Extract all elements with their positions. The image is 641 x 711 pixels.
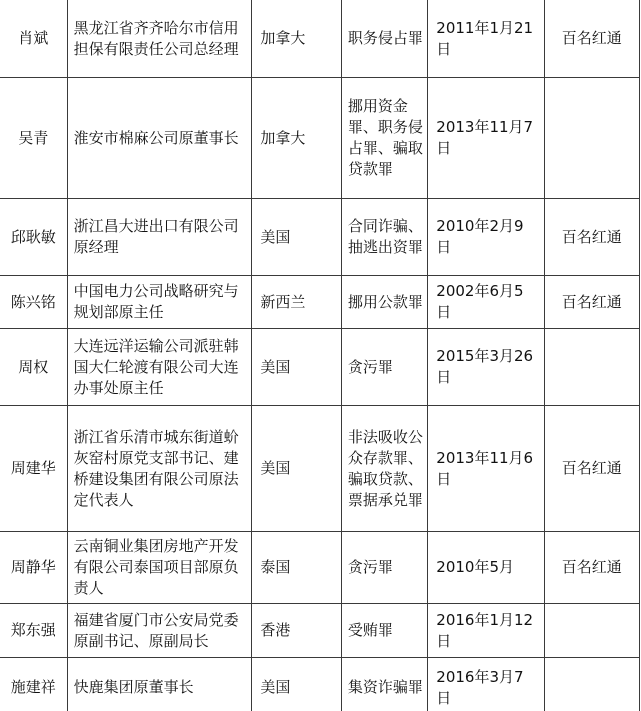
cell-name: 施建祥 <box>0 658 67 711</box>
cell-date: 2013年11月7日 <box>428 78 544 199</box>
cell-position: 淮安市棉麻公司原董事长 <box>67 78 252 199</box>
cell-destination: 加拿大 <box>252 0 342 78</box>
cell-note: 百名红通 <box>544 0 639 78</box>
cell-position: 中国电力公司战略研究与规划部原主任 <box>67 276 252 329</box>
cell-name: 邱耿敏 <box>0 199 67 276</box>
cell-name: 吴青 <box>0 78 67 199</box>
cell-destination: 美国 <box>252 658 342 711</box>
cell-charge: 集资诈骗罪 <box>341 658 427 711</box>
cell-date: 2016年3月7日 <box>428 658 544 711</box>
cell-date: 2011年1月21日 <box>428 0 544 78</box>
table-row <box>0 199 640 276</box>
cell-note: 百名红通 <box>544 532 639 604</box>
cell-note: 百名红通 <box>544 276 639 329</box>
cell-name: 周建华 <box>0 406 67 532</box>
cell-charge: 职务侵占罪 <box>341 0 427 78</box>
cell-name: 肖斌 <box>0 0 67 78</box>
cell-note <box>544 604 639 658</box>
cell-note <box>544 329 639 406</box>
cell-destination: 美国 <box>252 329 342 406</box>
cell-charge: 非法吸收公众存款罪、骗取贷款、票据承兑罪 <box>341 406 427 532</box>
cell-position: 云南铜业集团房地产开发有限公司泰国项目部原负责人 <box>67 532 252 604</box>
table-row <box>0 329 640 406</box>
cell-charge: 贪污罪 <box>341 329 427 406</box>
table-row <box>0 276 640 329</box>
cell-destination: 加拿大 <box>252 78 342 199</box>
cell-date: 2016年1月12日 <box>428 604 544 658</box>
cell-date: 2010年5月 <box>428 532 544 604</box>
cell-note <box>544 658 639 711</box>
cell-position: 快鹿集团原董事长 <box>67 658 252 711</box>
cell-position: 福建省厦门市公安局党委原副书记、原副局长 <box>67 604 252 658</box>
cell-date: 2002年6月5日 <box>428 276 544 329</box>
cell-charge: 贪污罪 <box>341 532 427 604</box>
cell-note <box>544 78 639 199</box>
cell-position: 黑龙江省齐齐哈尔市信用担保有限责任公司总经理 <box>67 0 252 78</box>
cell-destination: 香港 <box>252 604 342 658</box>
cell-position: 浙江昌大进出口有限公司原经理 <box>67 199 252 276</box>
cell-charge: 受贿罪 <box>341 604 427 658</box>
cell-note: 百名红通 <box>544 406 639 532</box>
table-row <box>0 0 640 78</box>
cell-note: 百名红通 <box>544 199 639 276</box>
table-row <box>0 604 640 658</box>
cell-name: 郑东强 <box>0 604 67 658</box>
cell-position: 大连远洋运输公司派驻韩国大仁轮渡有限公司大连办事处原主任 <box>67 329 252 406</box>
cell-charge: 合同诈骗、抽逃出资罪 <box>341 199 427 276</box>
cell-name: 周权 <box>0 329 67 406</box>
cell-destination: 泰国 <box>252 532 342 604</box>
table-row <box>0 406 640 532</box>
cell-destination: 美国 <box>252 406 342 532</box>
table-row <box>0 78 640 199</box>
cell-name: 陈兴铭 <box>0 276 67 329</box>
cell-date: 2010年2月9日 <box>428 199 544 276</box>
cell-position: 浙江省乐清市城东街道蚧灰窑村原党支部书记、建桥建设集团有限公司原法定代表人 <box>67 406 252 532</box>
cell-date: 2015年3月26日 <box>428 329 544 406</box>
cell-destination: 新西兰 <box>252 276 342 329</box>
table-row <box>0 532 640 604</box>
table-row <box>0 658 640 711</box>
cell-destination: 美国 <box>252 199 342 276</box>
cell-date: 2013年11月6日 <box>428 406 544 532</box>
cell-charge: 挪用公款罪 <box>341 276 427 329</box>
cell-charge: 挪用资金罪、职务侵占罪、骗取贷款罪 <box>341 78 427 199</box>
cell-name: 周静华 <box>0 532 67 604</box>
